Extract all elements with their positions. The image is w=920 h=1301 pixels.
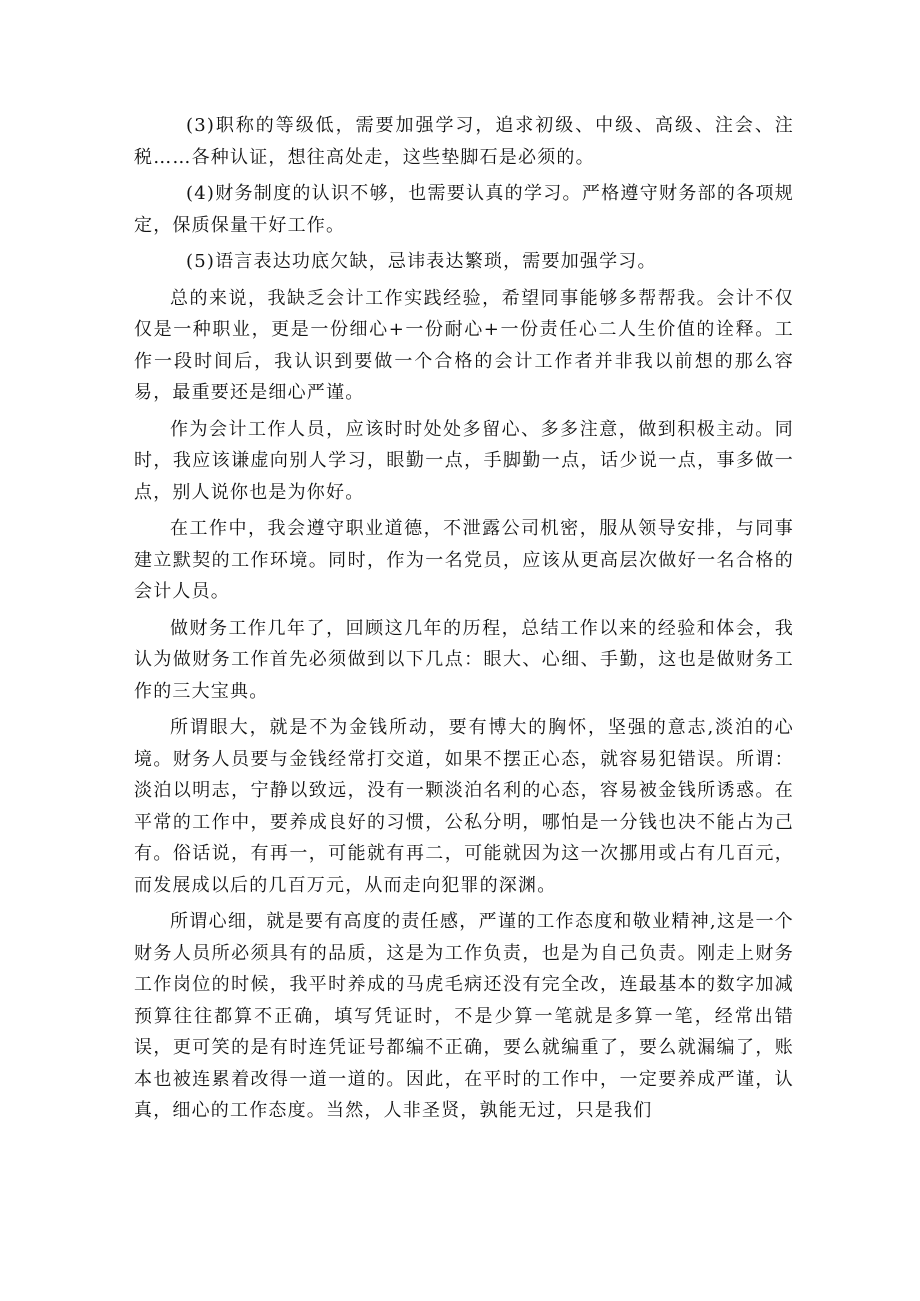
paragraph-item-4: (4)财务制度的认识不够，也需要认真的学习。严格遵守财务部的各项规定，保质保量干好工作。 <box>134 183 794 236</box>
paragraph-item-5: (5)语言表达功底欠缺，忌讳表达繁琐，需要加强学习。 <box>186 251 657 272</box>
paragraph-eye-big: 所谓眼大，就是不为金钱所动，要有博大的胸怀，坚强的意志,淡泊的心境。财务人员要与金钱经常打交道，如果不摆正心态，就容易犯错误。所谓：淡泊以明志，宁静以致远，没有一颗淡泊名利的心态，容易被金钱所诱惑。在平常的工作中，要养成良好的习惯，公私分明，哪怕是一分钱也决不能占为己有。俗话说，有再一，可能就有再二，可能就因为这一次挪用或占有几百元，而发展成以后的几百万元，从而走向犯罪的深渊。 <box>134 717 794 896</box>
document-body <box>134 110 794 1132</box>
paragraph-careful: 所谓心细，就是要有高度的责任感，严谨的工作态度和敬业精神,这是一个财务人员所必须具有的品质，这是为工作负责，也是为自己负责。刚走上财务工作岗位的时候，我平时养成的马虎毛病还没有完全改，连最基本的数字加减预算往往都算不正确，填写凭证时，不是少算一笔就是多算一笔，经常出错误，更可笑的是有时连凭证号都编不正确，要么就编重了，要么就漏编了，账本也被连累着改得一道一道的。因此，在平时的工作中，一定要养成严谨，认真，细心的工作态度。当然，人非圣贤，孰能无过，只是我们 <box>134 911 794 1121</box>
paragraph-attitude: 作为会计工作人员，应该时时处处多留心、多多注意，做到积极主动。同时，我应该谦虚向别人学习，眼勤一点，手脚勤一点，话少说一点，事多做一点，别人说你也是为你好。 <box>134 418 794 503</box>
paragraph-ethics: 在工作中，我会遵守职业道德，不泄露公司机密，服从领导安排，与同事建立默契的工作环境。同时，作为一名党员，应该从更高层次做好一名合格的会计人员。 <box>134 518 794 602</box>
paragraph-summary: 总的来说，我缺乏会计工作实践经验，希望同事能够多帮帮我。会计不仅仅是一种职业，更是一份细心+一份耐心+一份责任心二人生价值的诠释。工作一段时间后，我认识到要做一个合格的会计工作者并非我以前想的那么容易，最重要还是细心严谨。 <box>134 287 794 403</box>
paragraph-experience: 做财务工作几年了，回顾这几年的历程，总结工作以来的经验和体会，我认为做财务工作首先必须做到以下几点：眼大、心细、手勤，这也是做财务工作的三大宝典。 <box>134 617 794 702</box>
paragraph-item-3: (3)职称的等级低，需要加强学习，追求初级、中级、高级、注会、注税……各种认证，想往高处走，这些垫脚石是必须的。 <box>134 115 794 168</box>
